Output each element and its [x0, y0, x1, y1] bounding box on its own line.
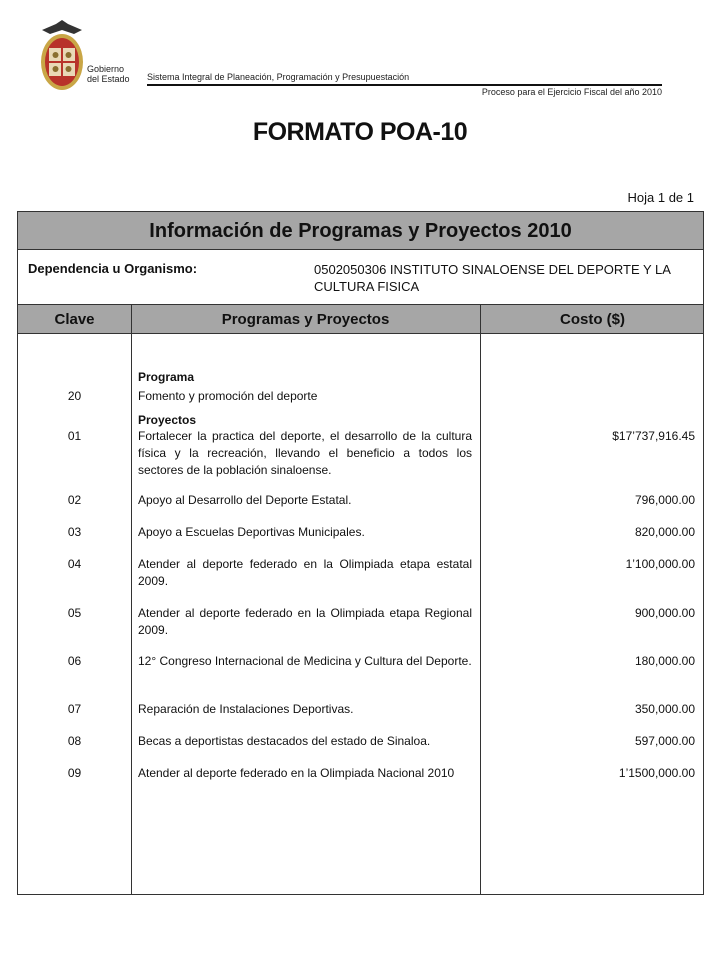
- sheet-number: Hoja 1 de 1: [627, 190, 694, 205]
- project-key: 08: [67, 734, 82, 748]
- project-cost: 900,000.00: [634, 606, 695, 620]
- column-header-cost: Costo ($): [560, 311, 625, 328]
- header-divider: [147, 84, 662, 86]
- project-cost: 1’100,000.00: [625, 557, 695, 571]
- project-cost: 1’1500,000.00: [618, 766, 695, 780]
- project-description: Reparación de Instalaciones Deportivas.: [138, 702, 354, 716]
- project-cost: 820,000.00: [634, 525, 695, 539]
- project-key: 03: [67, 525, 82, 539]
- state-coat-of-arms-icon: [36, 18, 88, 96]
- government-label-line2: del Estado: [87, 74, 130, 84]
- program-name: Fomento y promoción del deporte: [138, 389, 318, 403]
- dependency-value: 0502050306 INSTITUTO SINALOENSE DEL DEPORTE Y LA CULTURA FISICA: [314, 262, 671, 294]
- project-description: Fortalecer la practica del deporte, el desarrollo de la cultura física y la recreación, llevando el beneficio a todos los sectores de la población sinaloense.: [138, 429, 472, 477]
- project-cost: $17’737,916.45: [612, 429, 695, 443]
- project-key: 09: [67, 766, 82, 780]
- project-description: Apoyo a Escuelas Deportivas Municipales.: [138, 525, 365, 539]
- dependency-row: [18, 250, 703, 305]
- system-title: Sistema Integral de Planeación, Programación y Presupuestación: [147, 72, 410, 82]
- project-key: 06: [67, 654, 82, 668]
- government-label: [87, 64, 130, 84]
- project-key: 01: [67, 429, 82, 443]
- project-description: Atender al deporte federado en la Olimpiada etapa Regional 2009.: [138, 606, 472, 637]
- project-cost: 597,000.00: [634, 734, 695, 748]
- project-key: 02: [67, 493, 82, 507]
- table-title: Información de Programas y Proyectos 2010: [18, 212, 703, 250]
- programs-table: [17, 211, 704, 895]
- project-description: Apoyo al Desarrollo del Deporte Estatal.: [138, 493, 352, 507]
- column-divider: [480, 305, 481, 894]
- dependency-label: Dependencia u Organismo:: [28, 261, 198, 276]
- fiscal-process-line: Proceso para el Ejercicio Fiscal del año 2010: [481, 87, 662, 97]
- column-header-programs: Programas y Proyectos: [221, 311, 390, 328]
- projects-section-label: Proyectos: [138, 413, 197, 427]
- project-description: 12° Congreso Internacional de Medicina y Cultura del Deporte.: [138, 654, 472, 668]
- project-description: Atender al deporte federado en la Olimpiada etapa estatal 2009.: [138, 557, 472, 588]
- document-title: FORMATO POA-10: [252, 118, 468, 146]
- program-key: 20: [67, 389, 82, 403]
- column-header-row: [18, 305, 703, 334]
- program-section-label: Programa: [138, 370, 195, 384]
- project-description: Becas a deportistas destacados del estado de Sinaloa.: [138, 734, 431, 748]
- project-cost: 796,000.00: [634, 493, 695, 507]
- column-divider: [131, 305, 132, 894]
- project-description: Atender al deporte federado en la Olimpiada Nacional 2010: [138, 766, 455, 780]
- project-key: 05: [67, 606, 82, 620]
- project-key: 07: [67, 702, 82, 716]
- project-cost: 350,000.00: [634, 702, 695, 716]
- government-label-line1: Gobierno: [87, 64, 125, 74]
- project-key: 04: [67, 557, 82, 571]
- project-cost: 180,000.00: [634, 654, 695, 668]
- column-header-key: Clave: [54, 311, 95, 328]
